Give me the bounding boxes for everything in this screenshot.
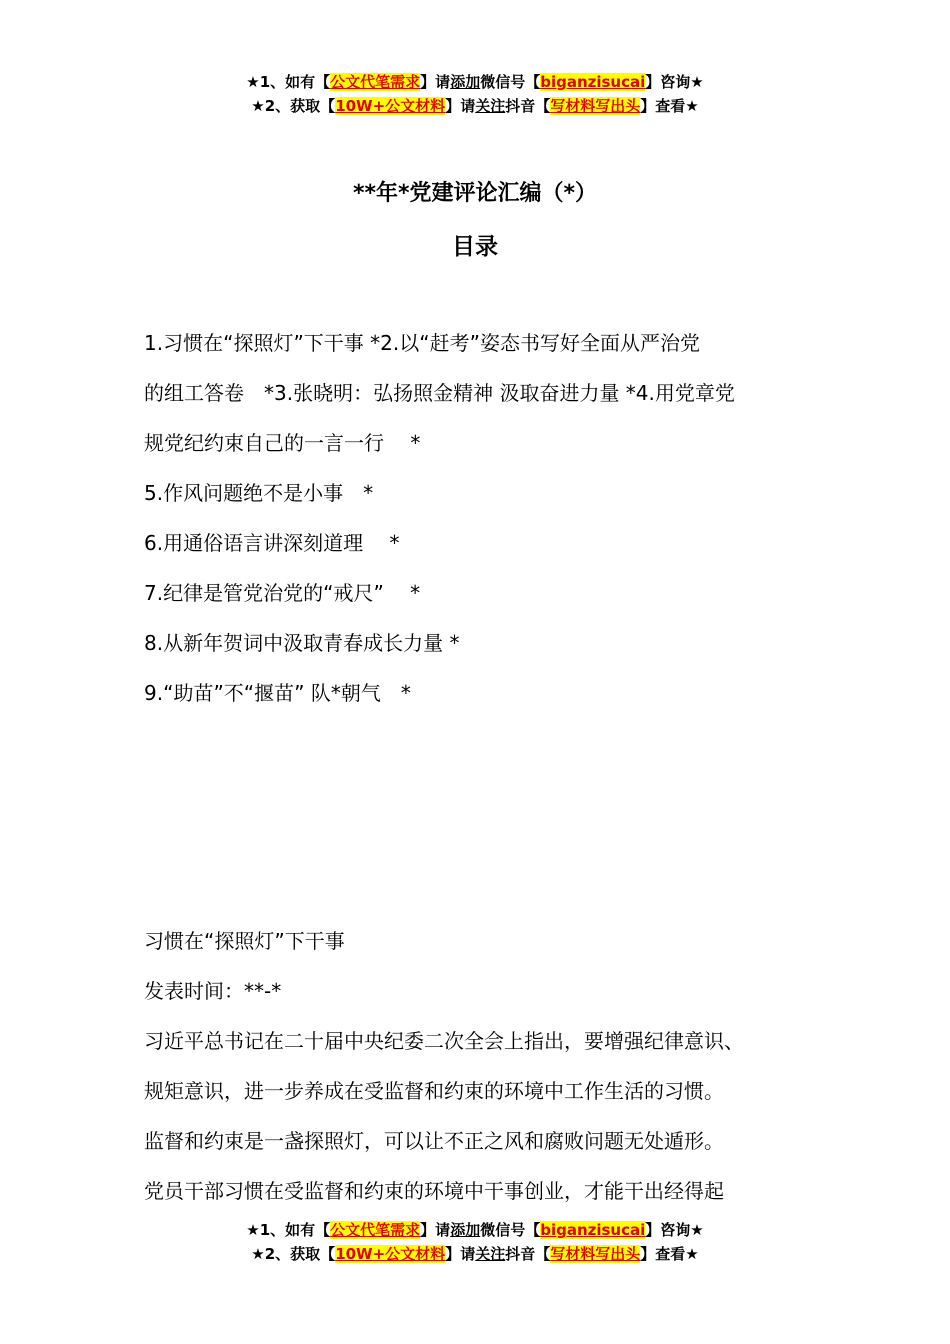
top-banner	[0, 70, 950, 118]
banner-text: 抖音【	[505, 97, 551, 115]
article-paragraph-line: 监督和约束是一盏探照灯，可以让不正之风和腐败问题无处遁形。	[144, 1129, 724, 1153]
banner-highlight: 公文代笔需求	[330, 1221, 421, 1239]
bottom-banner	[0, 1218, 950, 1266]
article-date: 发表时间：**-*	[144, 979, 282, 1003]
banner-text: 】请	[420, 73, 451, 91]
banner-text: 】请	[445, 97, 476, 115]
banner-text: ★1、如有【	[246, 1221, 331, 1239]
banner-text: ★2、获取【	[251, 97, 336, 115]
banner-text: 微信号【	[480, 1221, 541, 1239]
banner-underlined: 关注	[475, 97, 506, 115]
banner-highlight: biganzisucai	[540, 73, 646, 91]
article-paragraph-line: 习近平总书记在二十届中央纪委二次全会上指出，要增强纪律意识、	[144, 1029, 744, 1053]
toc-line: 9.“助苗”不“揠苗” 队*朝气 *	[144, 681, 411, 705]
banner-underlined: 添加	[450, 73, 481, 91]
banner-text: 】查看★	[640, 1245, 699, 1263]
banner-highlight: 公文代笔需求	[330, 73, 421, 91]
toc-line: 5.作风问题绝不是小事 *	[144, 481, 374, 505]
banner-line-1	[0, 1218, 950, 1242]
banner-highlight: 写材料写出头	[550, 1245, 641, 1263]
toc-line: 7.纪律是管党治党的“戒尺” *	[144, 581, 421, 605]
toc-line: 规党纪约束自己的一言一行 *	[144, 431, 421, 455]
banner-line-2	[0, 94, 950, 118]
banner-underlined: 添加	[450, 1221, 481, 1239]
banner-highlight: 10W+公文材料	[335, 1245, 446, 1263]
toc-line: 6.用通俗语言讲深刻道理 *	[144, 531, 400, 555]
toc-heading: 目录	[452, 234, 498, 260]
toc-line: 8.从新年贺词中汲取青春成长力量 *	[144, 631, 460, 655]
banner-text: 】请	[445, 1245, 476, 1263]
banner-text: 微信号【	[480, 73, 541, 91]
article-paragraph-line: 规矩意识，进一步养成在受监督和约束的环境中工作生活的习惯。	[144, 1079, 724, 1103]
banner-underlined: 关注	[475, 1245, 506, 1263]
banner-text: 】请	[420, 1221, 451, 1239]
toc-line: 1.习惯在“探照灯”下干事 *2.以“赶考”姿态书写好全面从严治党	[144, 331, 700, 355]
document-title: **年*党建评论汇编（*）	[352, 181, 598, 206]
banner-text: 】咨询★	[645, 1221, 704, 1239]
banner-line-2	[0, 1242, 950, 1266]
banner-text: ★2、获取【	[251, 1245, 336, 1263]
banner-text: 】咨询★	[645, 73, 704, 91]
article	[144, 916, 824, 1216]
banner-text: 】查看★	[640, 97, 699, 115]
table-of-contents	[144, 318, 824, 718]
banner-highlight: biganzisucai	[540, 1221, 646, 1239]
article-paragraph-line: 党员干部习惯在受监督和约束的环境中干事创业，才能干出经得起	[144, 1179, 724, 1203]
banner-highlight: 10W+公文材料	[335, 97, 446, 115]
banner-text: ★1、如有【	[246, 73, 331, 91]
banner-line-1	[0, 70, 950, 94]
banner-text: 抖音【	[505, 1245, 551, 1263]
banner-highlight: 写材料写出头	[550, 97, 641, 115]
toc-line: 的组工答卷 *3.张晓明：弘扬照金精神 汲取奋进力量 *4.用党章党	[144, 381, 735, 405]
article-title: 习惯在“探照灯”下干事	[144, 929, 345, 953]
